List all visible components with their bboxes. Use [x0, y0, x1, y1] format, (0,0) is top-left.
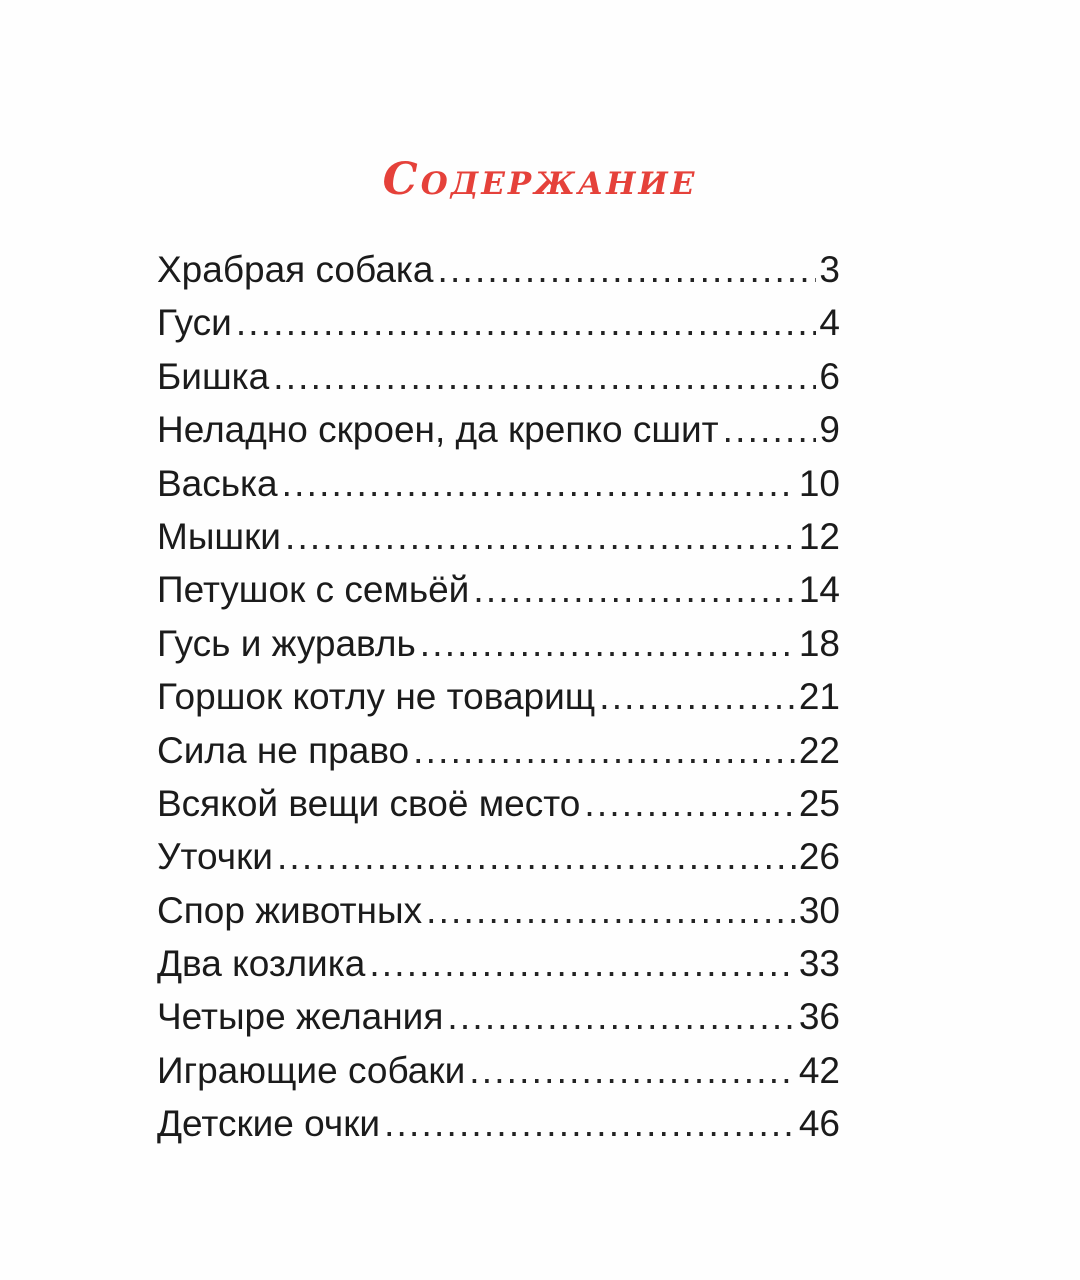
toc-entry	[157, 724, 840, 777]
toc-entry-page-number: 14	[798, 569, 840, 611]
toc-entry-page-number: 42	[798, 1049, 840, 1091]
toc-entry-title: Детские очки	[157, 1103, 381, 1145]
toc-entry	[157, 937, 840, 990]
toc-entry-page-number: 21	[798, 676, 840, 718]
table-of-contents	[157, 243, 840, 1151]
toc-entry	[157, 990, 840, 1043]
toc-entry-page-number: 36	[798, 996, 840, 1038]
dot-leader	[413, 724, 796, 777]
dot-leader	[420, 617, 796, 670]
dot-leader	[426, 884, 796, 937]
toc-entry-title: Мышки	[157, 515, 281, 557]
toc-entry-page-number: 18	[798, 622, 840, 664]
dot-leader	[282, 457, 796, 510]
dot-leader	[473, 563, 795, 616]
toc-entry	[157, 1097, 840, 1150]
toc-entry-page-number: 30	[798, 889, 840, 931]
toc-entry-page-number: 4	[819, 302, 840, 344]
contents-heading: Содержание	[382, 154, 698, 205]
toc-entry-page-number: 26	[798, 836, 840, 878]
toc-entry-title: Васька	[157, 462, 278, 504]
toc-entry-title: Неладно скроен, да крепко сшит	[157, 409, 719, 451]
toc-entry-page-number: 6	[819, 355, 840, 397]
toc-entry-page-number: 22	[798, 729, 840, 771]
toc-entry-title: Горшок котлу не товарищ	[157, 676, 596, 718]
toc-entry	[157, 670, 840, 723]
toc-entry-title: Петушок с семьёй	[157, 569, 470, 611]
toc-entry-title: Гусь и журавль	[157, 622, 416, 664]
toc-entry	[157, 1044, 840, 1097]
toc-entry-page-number: 9	[819, 409, 840, 451]
toc-entry-page-number: 3	[819, 249, 840, 290]
dot-leader	[584, 777, 795, 830]
toc-entry	[157, 884, 840, 937]
toc-entry	[157, 617, 840, 670]
toc-entry	[157, 830, 840, 883]
toc-entry-title: Бишка	[157, 355, 270, 397]
toc-entry-title: Спор животных	[157, 889, 423, 931]
toc-entry	[157, 777, 840, 830]
toc-entry-title: Два козлика	[157, 943, 366, 985]
toc-entry-page-number: 46	[798, 1103, 840, 1145]
dot-leader	[447, 990, 795, 1043]
dot-leader	[599, 670, 796, 723]
toc-entry-title: Гуси	[157, 302, 232, 344]
dot-leader	[369, 937, 796, 990]
toc-entry-title: Сила не право	[157, 729, 410, 771]
toc-entry-page-number: 12	[798, 515, 840, 557]
dot-leader	[273, 350, 816, 403]
dot-leader	[438, 243, 817, 296]
toc-entry	[157, 510, 840, 563]
dot-leader	[723, 403, 817, 456]
toc-entry	[157, 403, 840, 456]
toc-entry	[157, 296, 840, 349]
toc-entry-title: Четыре желания	[157, 996, 444, 1038]
dot-leader	[236, 296, 817, 349]
dot-leader	[469, 1044, 796, 1097]
dot-leader	[384, 1097, 796, 1150]
toc-entry	[157, 457, 840, 510]
toc-entry-page-number: 10	[798, 462, 840, 504]
toc-entry-title: Храбрая собака	[157, 249, 434, 290]
toc-entry	[157, 563, 840, 616]
toc-entry-title: Уточки	[157, 836, 273, 878]
toc-entry-title: Играющие собаки	[157, 1049, 466, 1091]
dot-leader	[277, 830, 796, 883]
toc-entry-title: Всякой вещи своё место	[157, 782, 581, 824]
dot-leader	[285, 510, 796, 563]
toc-entry-page-number: 25	[798, 782, 840, 824]
toc-entry	[157, 243, 840, 296]
toc-entry	[157, 350, 840, 403]
toc-entry-page-number: 33	[798, 943, 840, 985]
